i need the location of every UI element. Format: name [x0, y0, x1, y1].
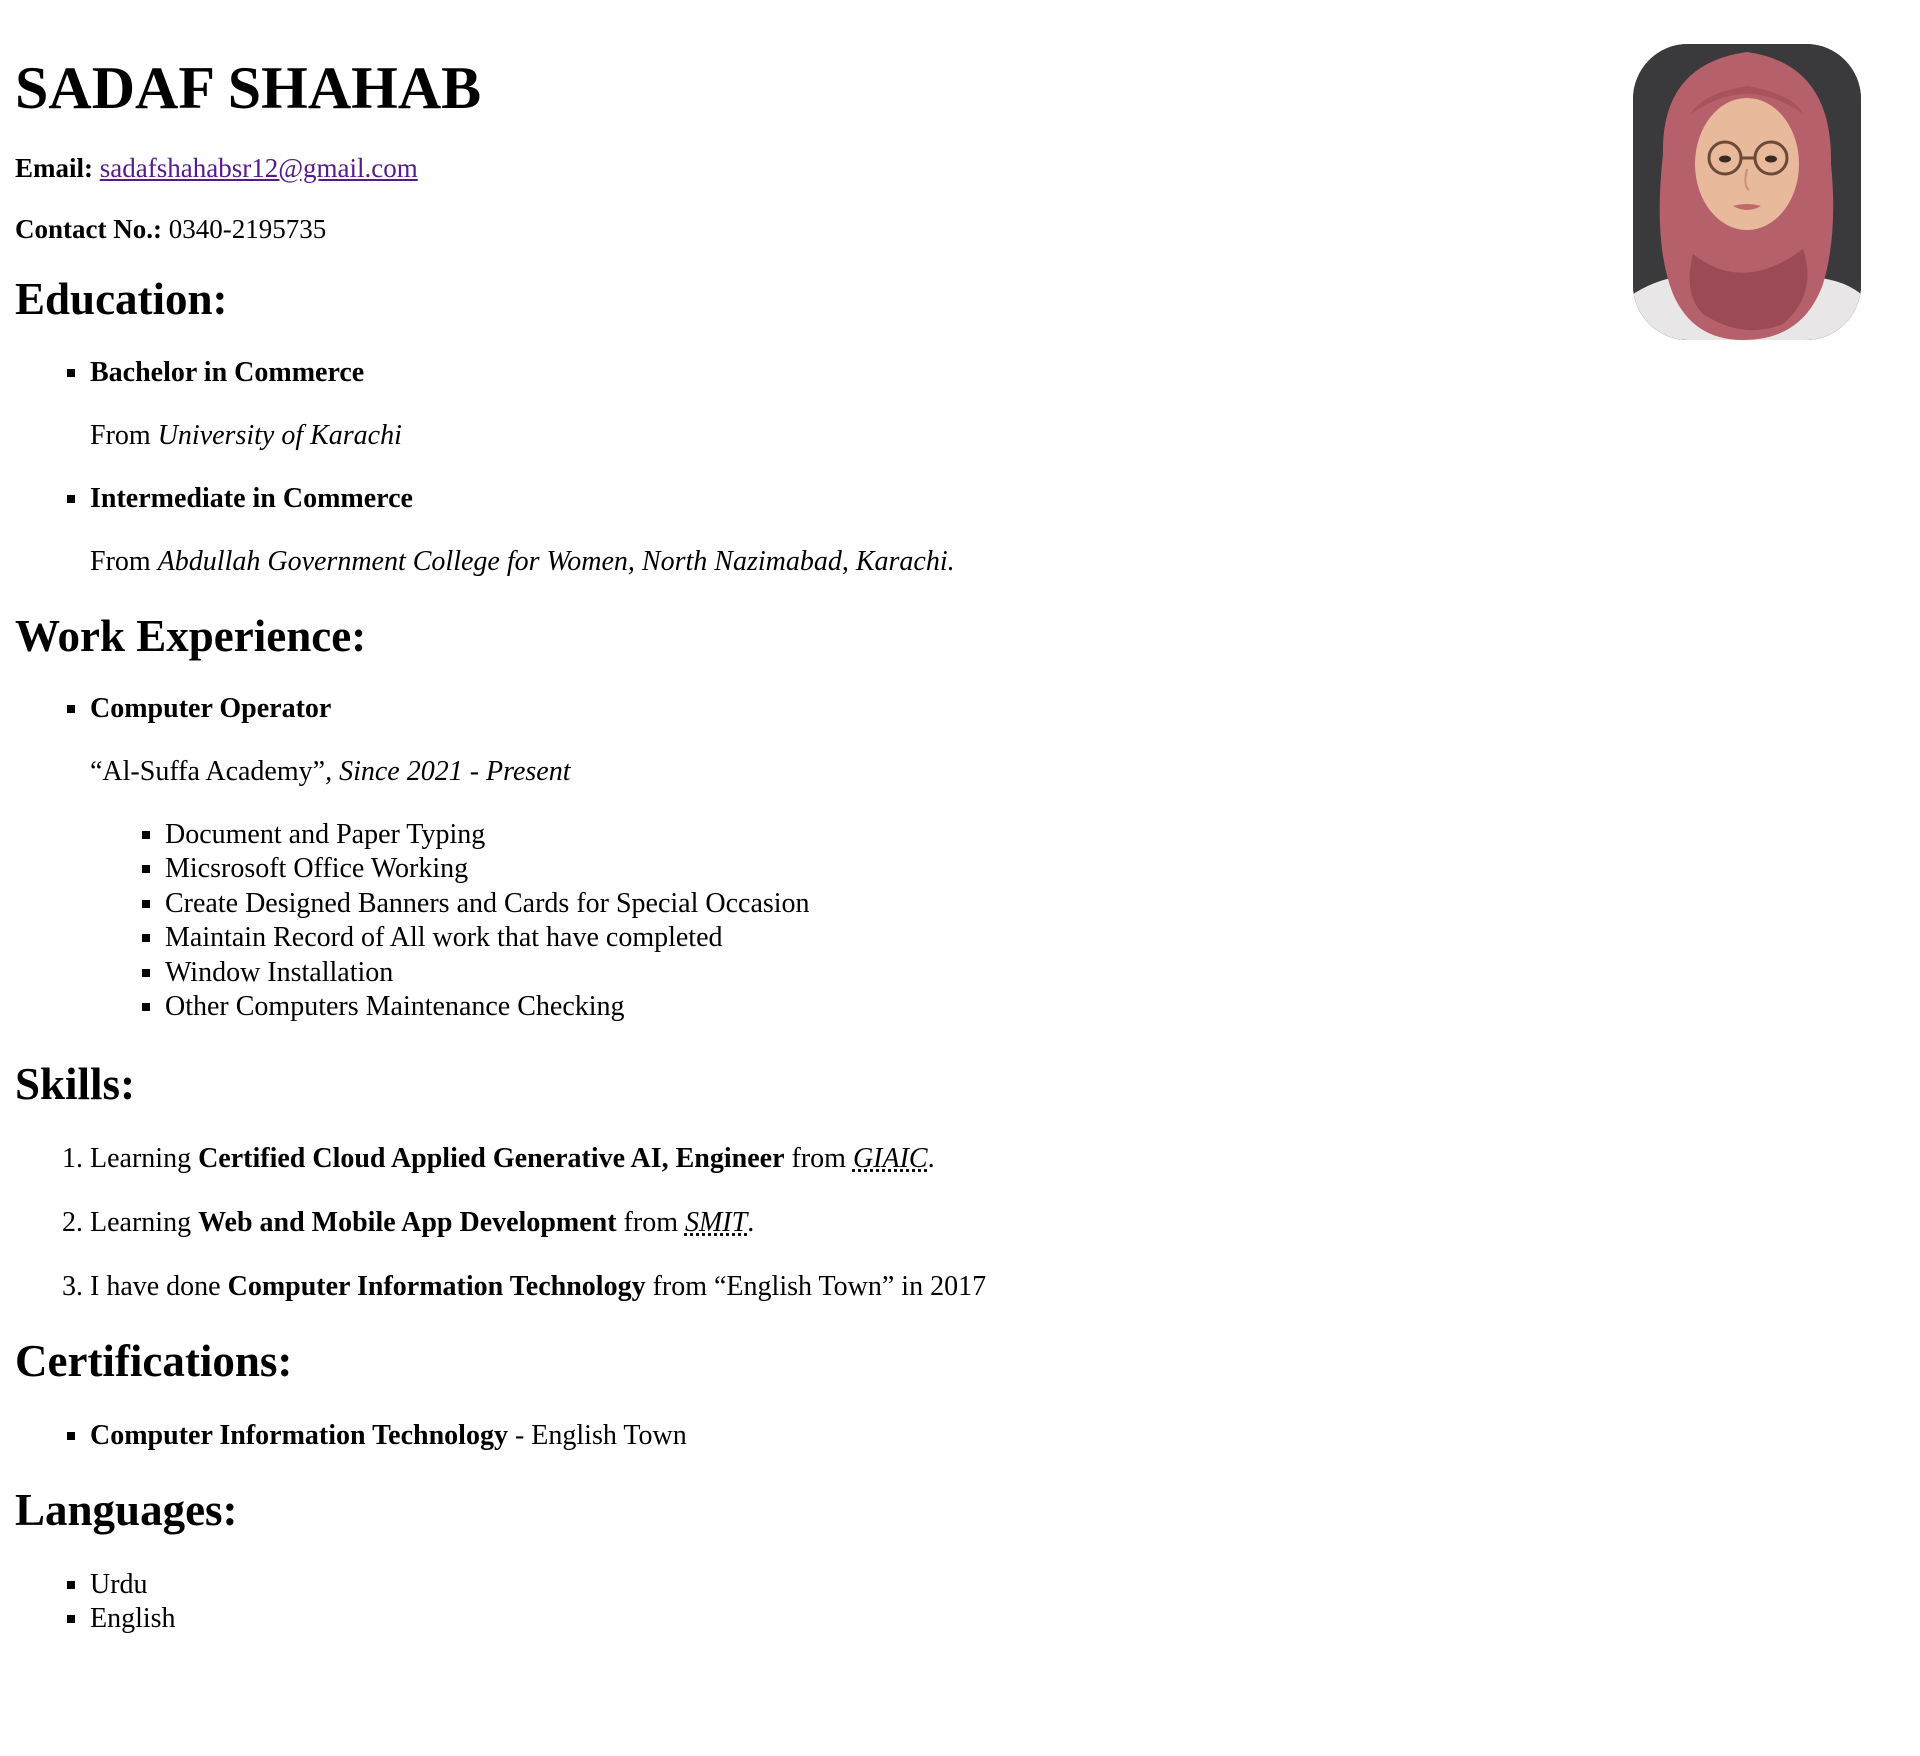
work-heading: Work Experience: [15, 611, 367, 661]
language-item: ▪ English [90, 1602, 1905, 1636]
certification-title: Computer Information Technology [90, 1420, 508, 1452]
degree-title: Bachelor in Commerce [90, 357, 365, 388]
resume-name: SADAF SHAHAB [15, 55, 482, 121]
job-period: , Since 2021 - Present [325, 756, 571, 787]
skill-institute: SMIT [684, 1207, 748, 1239]
education-heading: Education: [15, 274, 228, 324]
skill-mid: from [784, 1143, 853, 1175]
skill-name: Certified Cloud Applied Generative AI, Engineer [198, 1143, 785, 1175]
languages-list [15, 1568, 1905, 1636]
from-label: From [90, 420, 151, 451]
skill-item [90, 1142, 1905, 1176]
skill-prefix: Learning [90, 1143, 199, 1175]
degree-institution-row [90, 419, 1905, 453]
certification-issuer: - English Town [507, 1420, 687, 1452]
work-list [15, 692, 1905, 1024]
certifications-list [15, 1419, 1905, 1453]
education-list [15, 356, 1905, 579]
languages-heading: Languages: [15, 1485, 238, 1536]
certifications-heading: Certifications: [15, 1336, 293, 1387]
email-link[interactable]: sadafshahabsr12@gmail.com [99, 153, 418, 183]
phone-value: 0340-2195735 [168, 214, 327, 244]
skills-list [15, 1142, 1905, 1304]
education-item [90, 482, 1905, 579]
skill-prefix: I have done [90, 1271, 228, 1303]
skill-suffix: . [747, 1207, 755, 1239]
job-item [90, 692, 1905, 1024]
job-task: ▪ Maintain Record of All work that have completed [165, 921, 1905, 955]
skill-mid: from “English Town” in 2017 [645, 1271, 987, 1303]
from-label: From [90, 546, 151, 577]
job-title: Computer Operator [90, 693, 332, 724]
phone-label: Contact No.: [15, 214, 162, 244]
skill-mid: from [616, 1207, 685, 1239]
degree-institution-row [90, 545, 1905, 579]
certification-item [90, 1419, 1905, 1453]
language-item: ▪ Urdu [90, 1568, 1905, 1602]
job-task: ▪ Window Installation [165, 956, 1905, 990]
skill-item [90, 1206, 1905, 1240]
skills-heading: Skills: [15, 1059, 136, 1110]
employer-name: “Al-Suffa Academy” [90, 756, 326, 787]
job-task: ▪ Document and Paper Typing [165, 818, 1905, 852]
education-item [90, 356, 1905, 453]
job-employer-row [90, 755, 1905, 789]
profile-photo-illustration [1633, 44, 1861, 340]
job-task-list [90, 818, 1905, 1024]
skill-institute: GIAIC [852, 1143, 928, 1175]
degree-title: Intermediate in Commerce [90, 483, 413, 514]
profile-photo [1633, 44, 1861, 340]
institution-name: Abdullah Government College for Women, North Nazimabad, Karachi. [157, 546, 955, 577]
skill-suffix: . [927, 1143, 935, 1175]
skill-name: Web and Mobile App Development [198, 1207, 617, 1239]
skill-item [90, 1270, 1905, 1304]
skill-prefix: Learning [90, 1207, 199, 1239]
email-label: Email: [15, 153, 93, 183]
email-row [15, 151, 1905, 185]
job-task: ▪ Other Computers Maintenance Checking [165, 990, 1905, 1024]
phone-row [15, 212, 1905, 246]
skill-name: Computer Information Technology [227, 1271, 646, 1303]
job-task: ▪ Micsrosoft Office Working [165, 852, 1905, 886]
job-task: ▪ Create Designed Banners and Cards for Special Occasion [165, 887, 1905, 921]
institution-name: University of Karachi [157, 420, 402, 451]
